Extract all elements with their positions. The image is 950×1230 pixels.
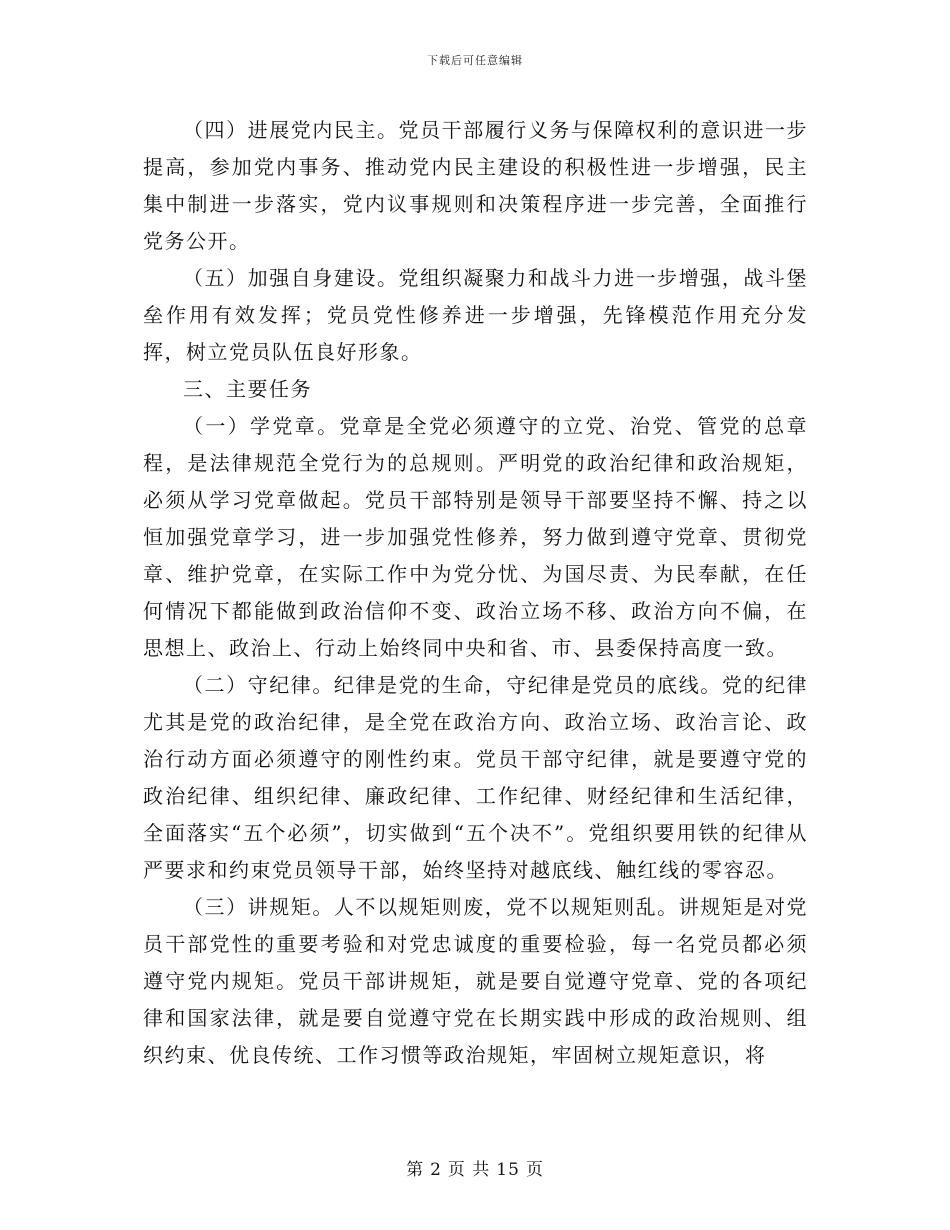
footer-prefix: 第 — [406, 1160, 425, 1180]
paragraph-4-democracy: （四）进展党内民主。党员干部履行义务与保障权利的意识进一步提高，参加党内事务、推动党内民主建设的积极性进一步增强，民主集中制进一步落实，党内议事规则和决策程序进一步完善，全面推行党务公开。 — [143, 118, 808, 253]
page-footer — [0, 1155, 950, 1180]
paragraph-1-study-constitution: （一）学党章。党章是全党必须遵守的立党、治党、管党的总章程，是法律规范全党行为的总规则。严明党的政治纪律和政治规矩，必须从学习党章做起。党员干部特别是领导干部要坚持不懈、持之以恒加强党章学习，进一步加强党性修养，努力做到遵守党章、贯彻党章、维护党章，在实际工作中为党分忧、为国尽责、为民奉献，在任何情况下都能做到政治信仰不变、政治立场不移、政治方向不偏，在思想上、政治上、行动上始终同中央和省、市、县委保持高度一致。 — [143, 414, 808, 660]
paragraph-5-self-building: （五）加强自身建设。党组织凝聚力和战斗力进一步增强，战斗堡垒作用有效发挥；党员党性修养进一步增强，先锋模范作用充分发挥，树立党员队伍良好形象。 — [143, 266, 808, 364]
paragraph-2-discipline: （二）守纪律。纪律是党的生命，守纪律是党员的底线。党的纪律尤其是党的政治纪律，是全党在政治方向、政治立场、政治言论、政治行动方面必须遵守的刚性约束。党员干部守纪律，就是要遵守党的政治纪律、组织纪律、廉政纪律、工作纪律、财经纪律和生活纪律，全面落实“五个必须”，切实做到“五个决不”。党组织要用铁的纪律从严要求和约束党员领导干部，始终坚持对越底线、触红线的零容忍。 — [143, 673, 808, 882]
footer-total-pages: 15 — [496, 1160, 520, 1180]
paragraph-3-rules: （三）讲规矩。人不以规矩则废，党不以规矩则乱。讲规矩是对党员干部党性的重要考验和对党忠诚度的重要检验，每一名党员都必须遵守党内规矩。党员干部讲规矩，就是要自觉遵守党章、党的各项纪律和国家法律，就是要自觉遵守党在长期实践中形成的政治规则、组织约束、优良传统、工作习惯等政治规矩，牢固树立规矩意识，将 — [143, 895, 808, 1067]
page-header: 下载后可任意编辑 — [427, 54, 523, 67]
footer-suffix: 页 — [525, 1160, 544, 1180]
section-heading-main-tasks: 三、主要任务 — [183, 377, 312, 401]
footer-page-number: 2 — [430, 1160, 442, 1180]
footer-middle: 页 共 — [447, 1160, 491, 1180]
document-body — [143, 112, 808, 1074]
